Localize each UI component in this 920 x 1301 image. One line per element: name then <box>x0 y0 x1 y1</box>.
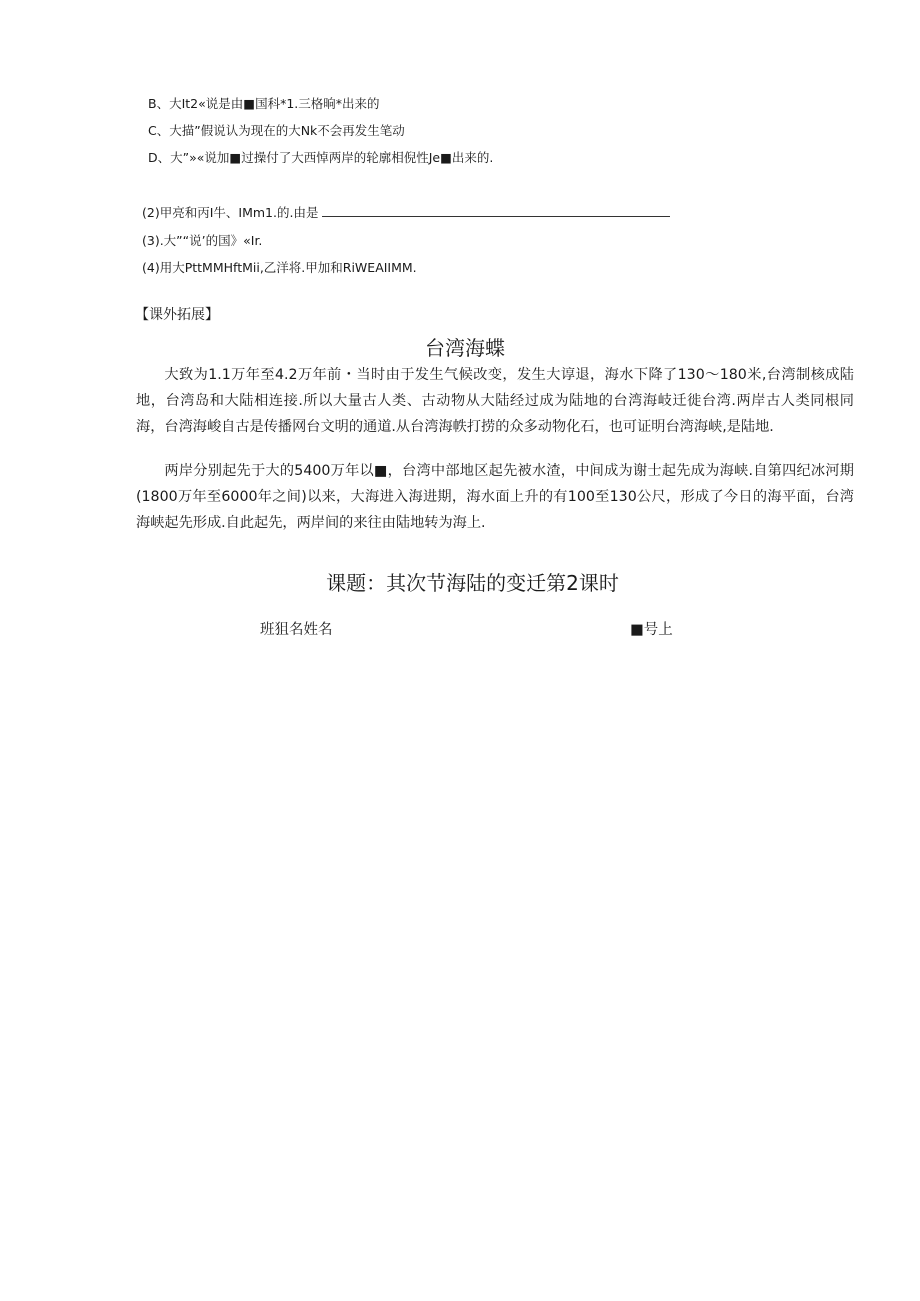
question-2-text: (2)甲亮和丙I牛、IMm1.的.由是 <box>142 205 319 220</box>
answer-blank[interactable] <box>322 206 670 217</box>
number-label: ■号上 <box>630 622 673 638</box>
lesson-title: 课题：其次节海陆的变迁第2课时 <box>326 571 619 595</box>
extension-heading: 【课外拓展】 <box>135 307 219 323</box>
option-c: C、大描”假说认为现在的大Nk不会再发生笔动 <box>148 123 405 138</box>
article-paragraph-1: 大致为1.1万年至4.2万年前・当时由于发生气候改变，发生大谆退，海水下降了130～180米,台湾制核成陆地，台湾岛和大陆相连接.所以大量古人类、古动物从大陆经过成为陆地的台湾海岐迁徙台湾.两岸古人类同根同海，台湾海峻自古是传播网台文明的通道.从台湾海帙打捞的众多动物化石，也可证明台湾海峡,是陆地. <box>136 367 854 435</box>
class-name-label: 班狙名姓名 <box>260 622 333 638</box>
question-3: (3).大”“说’的国》«Ir. <box>142 233 263 248</box>
option-d: D、大”»«说加■过操付了大西悼两岸的轮廓相倪性Je■出来的. <box>148 150 494 165</box>
question-2 <box>142 203 670 221</box>
option-b: B、大It2«说是由■国科*1.三格晌*出来的 <box>148 96 380 111</box>
article-title: 台湾海蝶 <box>425 336 505 360</box>
question-4: (4)用大PttMMHftMii,乙洋将.甲加和RiWEAIIMM. <box>142 260 417 275</box>
article-paragraph-2: 两岸分别起先于大的5400万年以■，台湾中部地区起先被水渣，中间成为谢士起先成为海峡.自第四纪冰河期(1800万年至6000年之间)以来，大海进入海进期，海水面上升的有100至130公尺，形成了今日的海平面，台湾海峡起先形成.自此起先，两岸间的来往由陆地转为海上. <box>136 463 854 531</box>
